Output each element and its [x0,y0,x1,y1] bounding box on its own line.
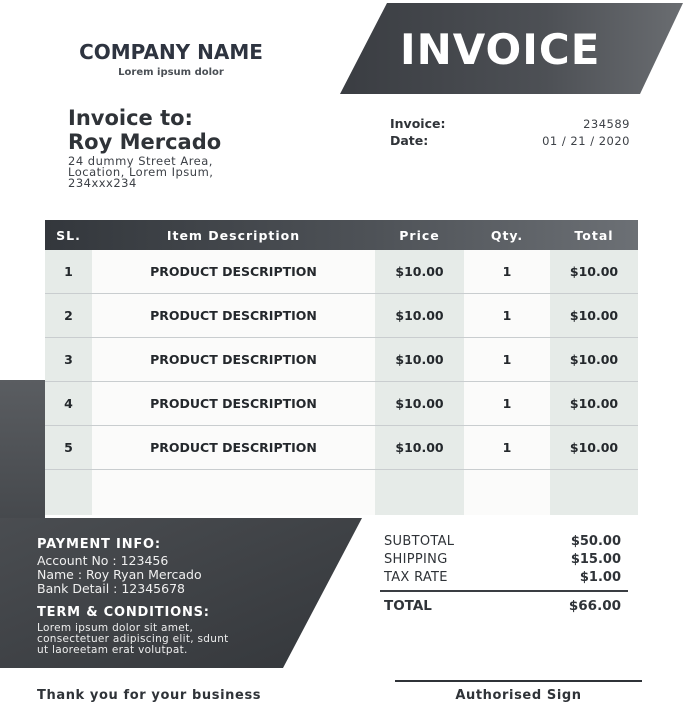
shipping-value: $15.00 [570,551,621,567]
terms-line: ut laoreetam erat volutpat. [37,644,188,656]
table-row [45,426,638,470]
shipping-row [384,550,629,568]
table-row-empty [45,470,638,515]
cell-price: $10.00 [375,426,464,469]
header-sl: SL. [56,227,81,243]
cell-price: $10.00 [375,250,464,293]
header-description: Item Description [166,227,301,243]
company-block [66,40,276,78]
tax-row [384,568,629,586]
table-row [45,294,638,338]
shipping-label: SHIPPING [384,551,448,567]
header-price: Price [399,227,440,243]
subtotal-row [384,532,629,550]
cell-description: PRODUCT DESCRIPTION [92,382,375,425]
tax-value: $1.00 [579,569,621,585]
invoice-number-label: Invoice: [390,116,446,131]
cell-total: $10.00 [550,294,638,337]
terms-text [37,623,287,656]
cell-qty: 1 [464,294,550,337]
totals-block [384,532,629,586]
terms-title: TERM & CONDITIONS: [37,605,210,620]
cell-qty: 1 [464,250,550,293]
bill-to-block [68,106,221,189]
table-header [45,220,638,250]
cell-total-empty [550,470,638,515]
cell-description: PRODUCT DESCRIPTION [92,338,375,381]
table-row [45,250,638,294]
invoice-date-value: 01 / 21 / 2020 [542,133,630,148]
payment-name: Name : Roy Ryan Mercado [37,567,202,582]
header-qty: Qty. [490,227,524,243]
grand-total-row [384,598,629,614]
company-name: COMPANY NAME [79,40,263,64]
subtotal-label: SUBTOTAL [384,533,455,549]
company-tagline: Lorem ipsum dolor [118,67,224,78]
invoice-number-row [390,115,630,132]
payment-info [37,537,287,656]
address-line: 234xxx234 [68,176,137,190]
totals-divider [380,590,628,592]
header-total: Total [574,227,614,243]
invoice-date-label: Date: [390,133,429,148]
cell-total: $10.00 [550,382,638,425]
subtotal-value: $50.00 [570,533,621,549]
thank-you-note: Thank you for your business [37,688,262,703]
cell-total: $10.00 [550,426,638,469]
grand-total-value: $66.00 [568,598,621,614]
invoice-title: INVOICE [400,25,601,74]
terms-line: Lorem ipsum dolor sit amet, [37,622,194,634]
cell-qty-empty [464,470,550,515]
cell-qty: 1 [464,382,550,425]
table-body [45,250,638,515]
customer-address [68,156,221,189]
cell-qty: 1 [464,426,550,469]
cell-price-empty [375,470,464,515]
payment-bank: Bank Detail : 12345678 [37,581,185,596]
invoice-number-value: 234589 [583,116,630,131]
payment-account: Account No : 123456 [37,553,169,568]
signature-label: Authorised Sign [455,688,582,703]
cell-description: PRODUCT DESCRIPTION [92,294,375,337]
cell-total: $10.00 [550,250,638,293]
side-panel-strip [0,380,45,518]
cell-sl-empty [45,470,92,515]
invoice-date-row [390,132,630,149]
payment-title: PAYMENT INFO: [37,537,161,552]
cell-price: $10.00 [375,294,464,337]
table-row [45,382,638,426]
cell-qty: 1 [464,338,550,381]
terms-line: consectetuer adipiscing elit, sdunt [37,633,229,645]
bill-to-label: Invoice to: [68,106,193,130]
cell-sl: 1 [45,250,92,293]
invoice-banner [340,3,683,94]
payment-details [37,554,287,596]
cell-description-empty [92,470,375,515]
cell-price: $10.00 [375,338,464,381]
table-row [45,338,638,382]
invoice-meta [390,115,630,149]
cell-description: PRODUCT DESCRIPTION [92,250,375,293]
cell-description: PRODUCT DESCRIPTION [92,426,375,469]
customer-name: Roy Mercado [68,130,222,154]
cell-sl: 2 [45,294,92,337]
tax-label: TAX RATE [384,569,448,585]
cell-sl: 5 [45,426,92,469]
signature-line [395,680,642,682]
address-line: Location, Lorem Ipsum, [68,165,214,179]
address-line: 24 dummy Street Area, [68,154,213,168]
cell-total: $10.00 [550,338,638,381]
cell-sl: 4 [45,382,92,425]
cell-sl: 3 [45,338,92,381]
cell-price: $10.00 [375,382,464,425]
items-table [45,220,638,515]
grand-total-label: TOTAL [384,598,432,614]
